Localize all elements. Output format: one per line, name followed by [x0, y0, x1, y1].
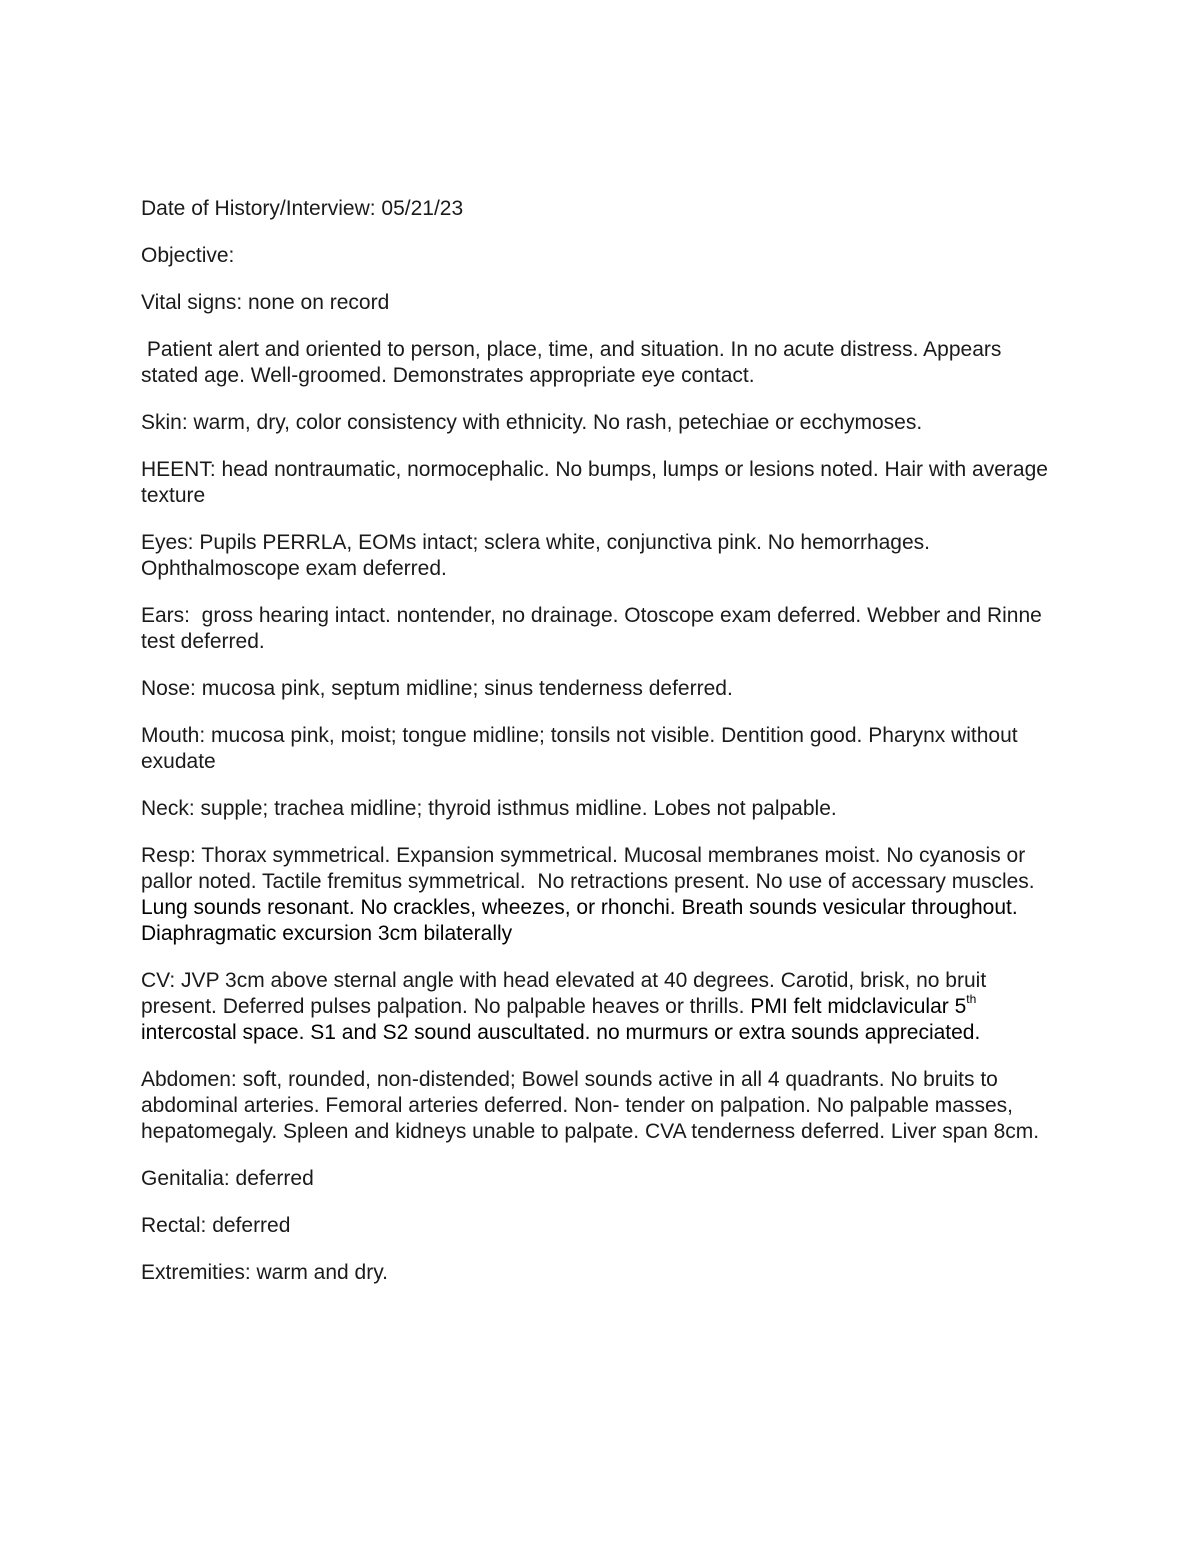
cv-exam-part3: intercostal space. S1 and S2 sound auscultated. no murmurs or extra sounds appreciated. [141, 995, 983, 1044]
genitalia-exam: Genitalia: deferred [141, 1167, 314, 1190]
resp-exam-part2: Lung sounds resonant. No crackles, wheezes, or rhonchi. Breath sounds vesicular throughout. Diaphragmatic excursion 3cm bilaterally [141, 896, 1030, 945]
resp-exam-part1: Resp: Thorax symmetrical. Expansion symmetrical. Mucosal membranes moist. No cyanosis or pallor noted. Tactile fremitus symmetrical. No retractions present. No use of accessary muscles. [141, 844, 1041, 893]
document-body [141, 196, 1061, 1307]
general-appearance: Patient alert and oriented to person, place, time, and situation. In no acute distress. Appears stated age. Well-groomed. Demonstrates appropriate eye contact. [141, 338, 1008, 387]
abdomen-exam: Abdomen: soft, rounded, non-distended; Bowel sounds active in all 4 quadrants. No bruits to abdominal arteries. Femoral arteries deferred. Non- tender on palpation. No palpable masses, hepatomegaly. Spleen and kidneys unable to palpate. CVA tenderness deferred. Liver span 8cm. [141, 1068, 1040, 1143]
mouth-exam: Mouth: mucosa pink, moist; tongue midline; tonsils not visible. Dentition good. Pharynx without exudate [141, 724, 1018, 773]
cv-exam-part2: PMI felt midclavicular 5 [750, 995, 967, 1018]
extremities-exam: Extremities: warm and dry. [141, 1261, 389, 1284]
neck-exam: Neck: supple; trachea midline; thyroid isthmus midline. Lobes not palpable. [141, 797, 837, 820]
cv-exam-part1: CV: JVP 3cm above sternal angle with head elevated at 40 degrees. Carotid, brisk, no bruit present. Deferred pulses palpation. No palpable heaves or thrills. [141, 969, 992, 1018]
nose-exam: Nose: mucosa pink, septum midline; sinus tenderness deferred. [141, 677, 733, 700]
skin-exam: Skin: warm, dry, color consistency with ethnicity. No rash, petechiae or ecchymoses. [141, 411, 923, 434]
interview-date: Date of History/Interview: 05/21/23 [141, 197, 464, 220]
resp-exam [141, 843, 1061, 947]
heent-exam: HEENT: head nontraumatic, normocephalic. No bumps, lumps or lesions noted. Hair with average texture [141, 458, 1048, 507]
objective-heading: Objective: [141, 244, 235, 267]
rectal-exam: Rectal: deferred [141, 1214, 291, 1237]
cv-exam-superscript: th [966, 992, 977, 1006]
vital-signs: Vital signs: none on record [141, 291, 390, 314]
cv-exam [141, 968, 1061, 1046]
eyes-exam: Eyes: Pupils PERRLA, EOMs intact; sclera white, conjunctiva pink. No hemorrhages. Ophthalmoscope exam deferred. [141, 531, 930, 580]
ears-exam: Ears: gross hearing intact. nontender, no drainage. Otoscope exam deferred. Webber and Rinne test deferred. [141, 604, 1048, 653]
